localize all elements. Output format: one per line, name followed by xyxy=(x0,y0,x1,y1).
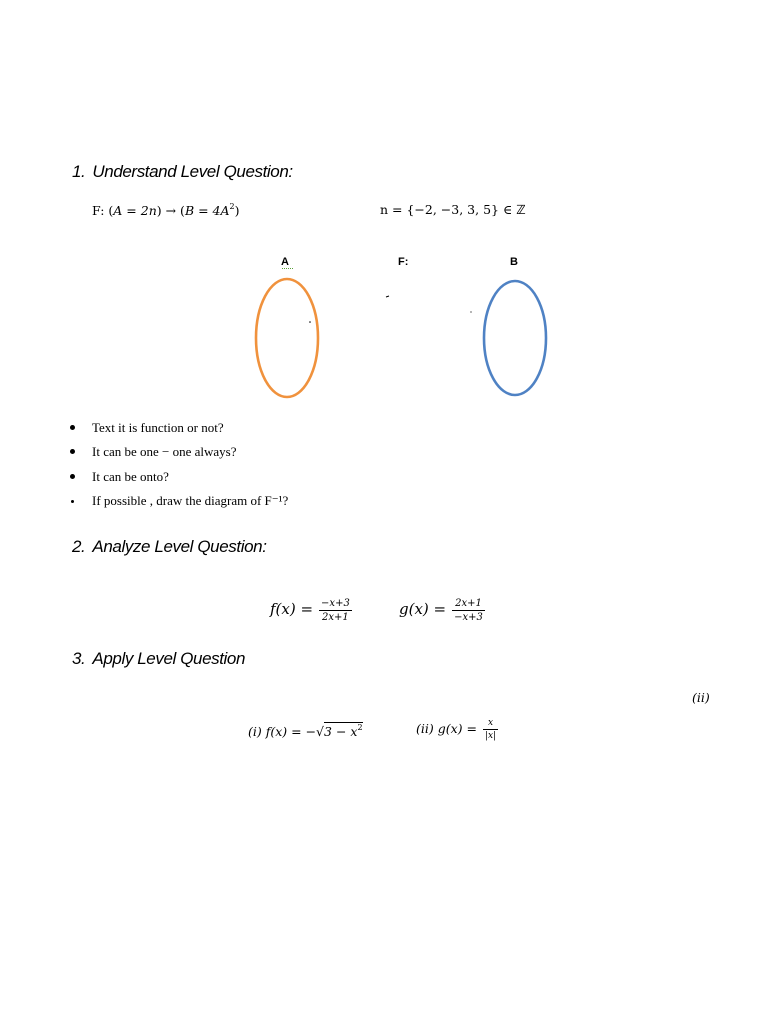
integers-symbol: ℤ xyxy=(516,202,526,217)
f-equation xyxy=(270,598,354,623)
bullet-icon xyxy=(70,449,75,454)
section-1-heading xyxy=(72,162,293,182)
section-3-number: 3. xyxy=(72,649,86,668)
apply-i-prefix: (i) f(x) = −√ xyxy=(248,724,325,739)
section-3-heading xyxy=(72,649,245,669)
apply-ii-denominator: |x| xyxy=(484,731,497,741)
mapping-prefix: F: ( xyxy=(92,203,114,218)
set-a-ellipse xyxy=(256,279,318,397)
f-fraction xyxy=(319,598,352,623)
mapping-exponent: 2 xyxy=(229,202,235,211)
list-item xyxy=(70,469,470,487)
section-2-number: 2. xyxy=(72,537,86,556)
apply-i-expression xyxy=(248,723,363,739)
g-numerator: 2x+1 xyxy=(452,598,485,611)
mapping-a-part: A = 2n xyxy=(113,203,157,218)
apply-ii-prefix: (ii) g(x) = xyxy=(416,721,477,736)
bullet-icon xyxy=(71,500,74,503)
function-f-label: F: xyxy=(398,256,409,268)
section-2-title: Analyze Level Question: xyxy=(92,537,267,556)
bullet-text: If possible , draw the diagram of F⁻¹? xyxy=(92,493,289,508)
g-lhs: g(x) = xyxy=(399,600,447,618)
bullet-text: Text it is function or not? xyxy=(92,420,224,435)
stray-dot xyxy=(470,311,471,312)
domain-lhs: n = {−2, −3, 3, 5} ∈ xyxy=(380,202,517,217)
stray-ii-text: (ii) xyxy=(692,690,710,705)
set-a-label: A xyxy=(281,256,289,268)
apply-ii-numerator: x xyxy=(483,718,498,730)
section-2-heading xyxy=(72,537,267,557)
radicand-box xyxy=(324,722,363,739)
section-1-title: Understand Level Question: xyxy=(92,162,293,181)
apply-i-exponent: 2 xyxy=(357,723,363,732)
bullet-icon xyxy=(70,425,75,430)
domain-set xyxy=(380,202,526,217)
g-fraction xyxy=(452,598,485,623)
list-item xyxy=(70,493,470,511)
stray-ii-label xyxy=(692,690,710,705)
mapping-arrow: ) → ( xyxy=(156,203,185,218)
mapping-diagram xyxy=(240,270,560,410)
apply-ii-expression xyxy=(416,718,500,741)
apply-ii-fraction xyxy=(483,718,498,741)
section-3-title: Apply Level Question xyxy=(92,649,246,668)
list-item xyxy=(70,444,470,462)
section-1-number: 1. xyxy=(72,162,86,181)
apply-i-radicand: 3 − x xyxy=(324,724,358,739)
g-equation xyxy=(399,598,487,623)
set-b-label: B xyxy=(510,256,518,268)
set-b-ellipse xyxy=(484,281,546,395)
mapping-suffix: ) xyxy=(234,203,240,218)
f-lhs: f(x) = xyxy=(270,600,314,618)
list-item xyxy=(70,420,470,438)
stray-mark xyxy=(386,296,389,297)
mapping-formula xyxy=(92,202,240,218)
stray-dot xyxy=(309,321,311,323)
g-denominator: −x+3 xyxy=(454,612,483,623)
bullet-icon xyxy=(70,474,75,479)
f-numerator: −x+3 xyxy=(321,598,350,609)
bullet-text: It can be one − one always? xyxy=(92,444,237,459)
mapping-b-part: B = 4A xyxy=(184,203,230,218)
bullet-text: It can be onto? xyxy=(92,469,169,484)
f-denominator: 2x+1 xyxy=(322,612,349,623)
set-a-label-underline xyxy=(282,268,293,269)
